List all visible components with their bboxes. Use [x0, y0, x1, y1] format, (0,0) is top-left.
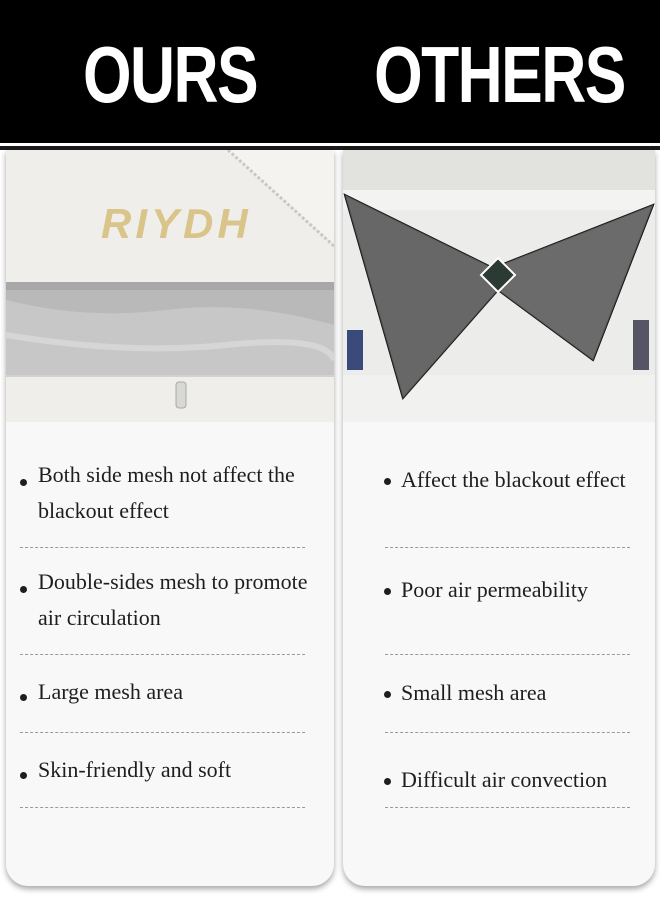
others-heading: OTHERS — [374, 30, 625, 119]
divider — [385, 807, 630, 808]
divider — [385, 654, 630, 655]
divider — [385, 547, 630, 548]
ours-heading: OURS — [82, 30, 258, 119]
others-feature-2-text: Poor air permeability — [401, 577, 588, 602]
brand-logo: RIYDH — [101, 200, 252, 247]
ours-feature-1-text: Both side mesh not affect the blackout effect — [38, 462, 295, 523]
divider — [20, 654, 305, 655]
divider — [20, 732, 305, 733]
bullet-icon — [20, 694, 27, 701]
others-feature-1-text: Affect the blackout effect — [401, 467, 626, 492]
bullet-icon — [384, 478, 391, 485]
ours-tent-photo — [6, 150, 334, 422]
divider — [385, 732, 630, 733]
bullet-icon — [384, 778, 391, 785]
bullet-icon — [384, 691, 391, 698]
ours-feature-4-text: Skin-friendly and soft — [38, 757, 232, 782]
bullet-icon — [20, 772, 27, 779]
ours-feature-2-text: Double-sides mesh to promote air circulation — [38, 569, 308, 630]
divider — [20, 547, 305, 548]
bullet-icon — [20, 586, 27, 593]
ours-feature-3-text: Large mesh area — [38, 679, 183, 704]
ours-panel — [6, 150, 334, 886]
others-feature-4-text: Difficult air convection — [401, 767, 608, 792]
bullet-icon — [20, 479, 27, 486]
others-panel — [343, 150, 655, 886]
others-tent-photo — [343, 150, 655, 422]
others-feature-3-text: Small mesh area — [401, 680, 547, 705]
divider — [20, 807, 305, 808]
bullet-icon — [384, 588, 391, 595]
